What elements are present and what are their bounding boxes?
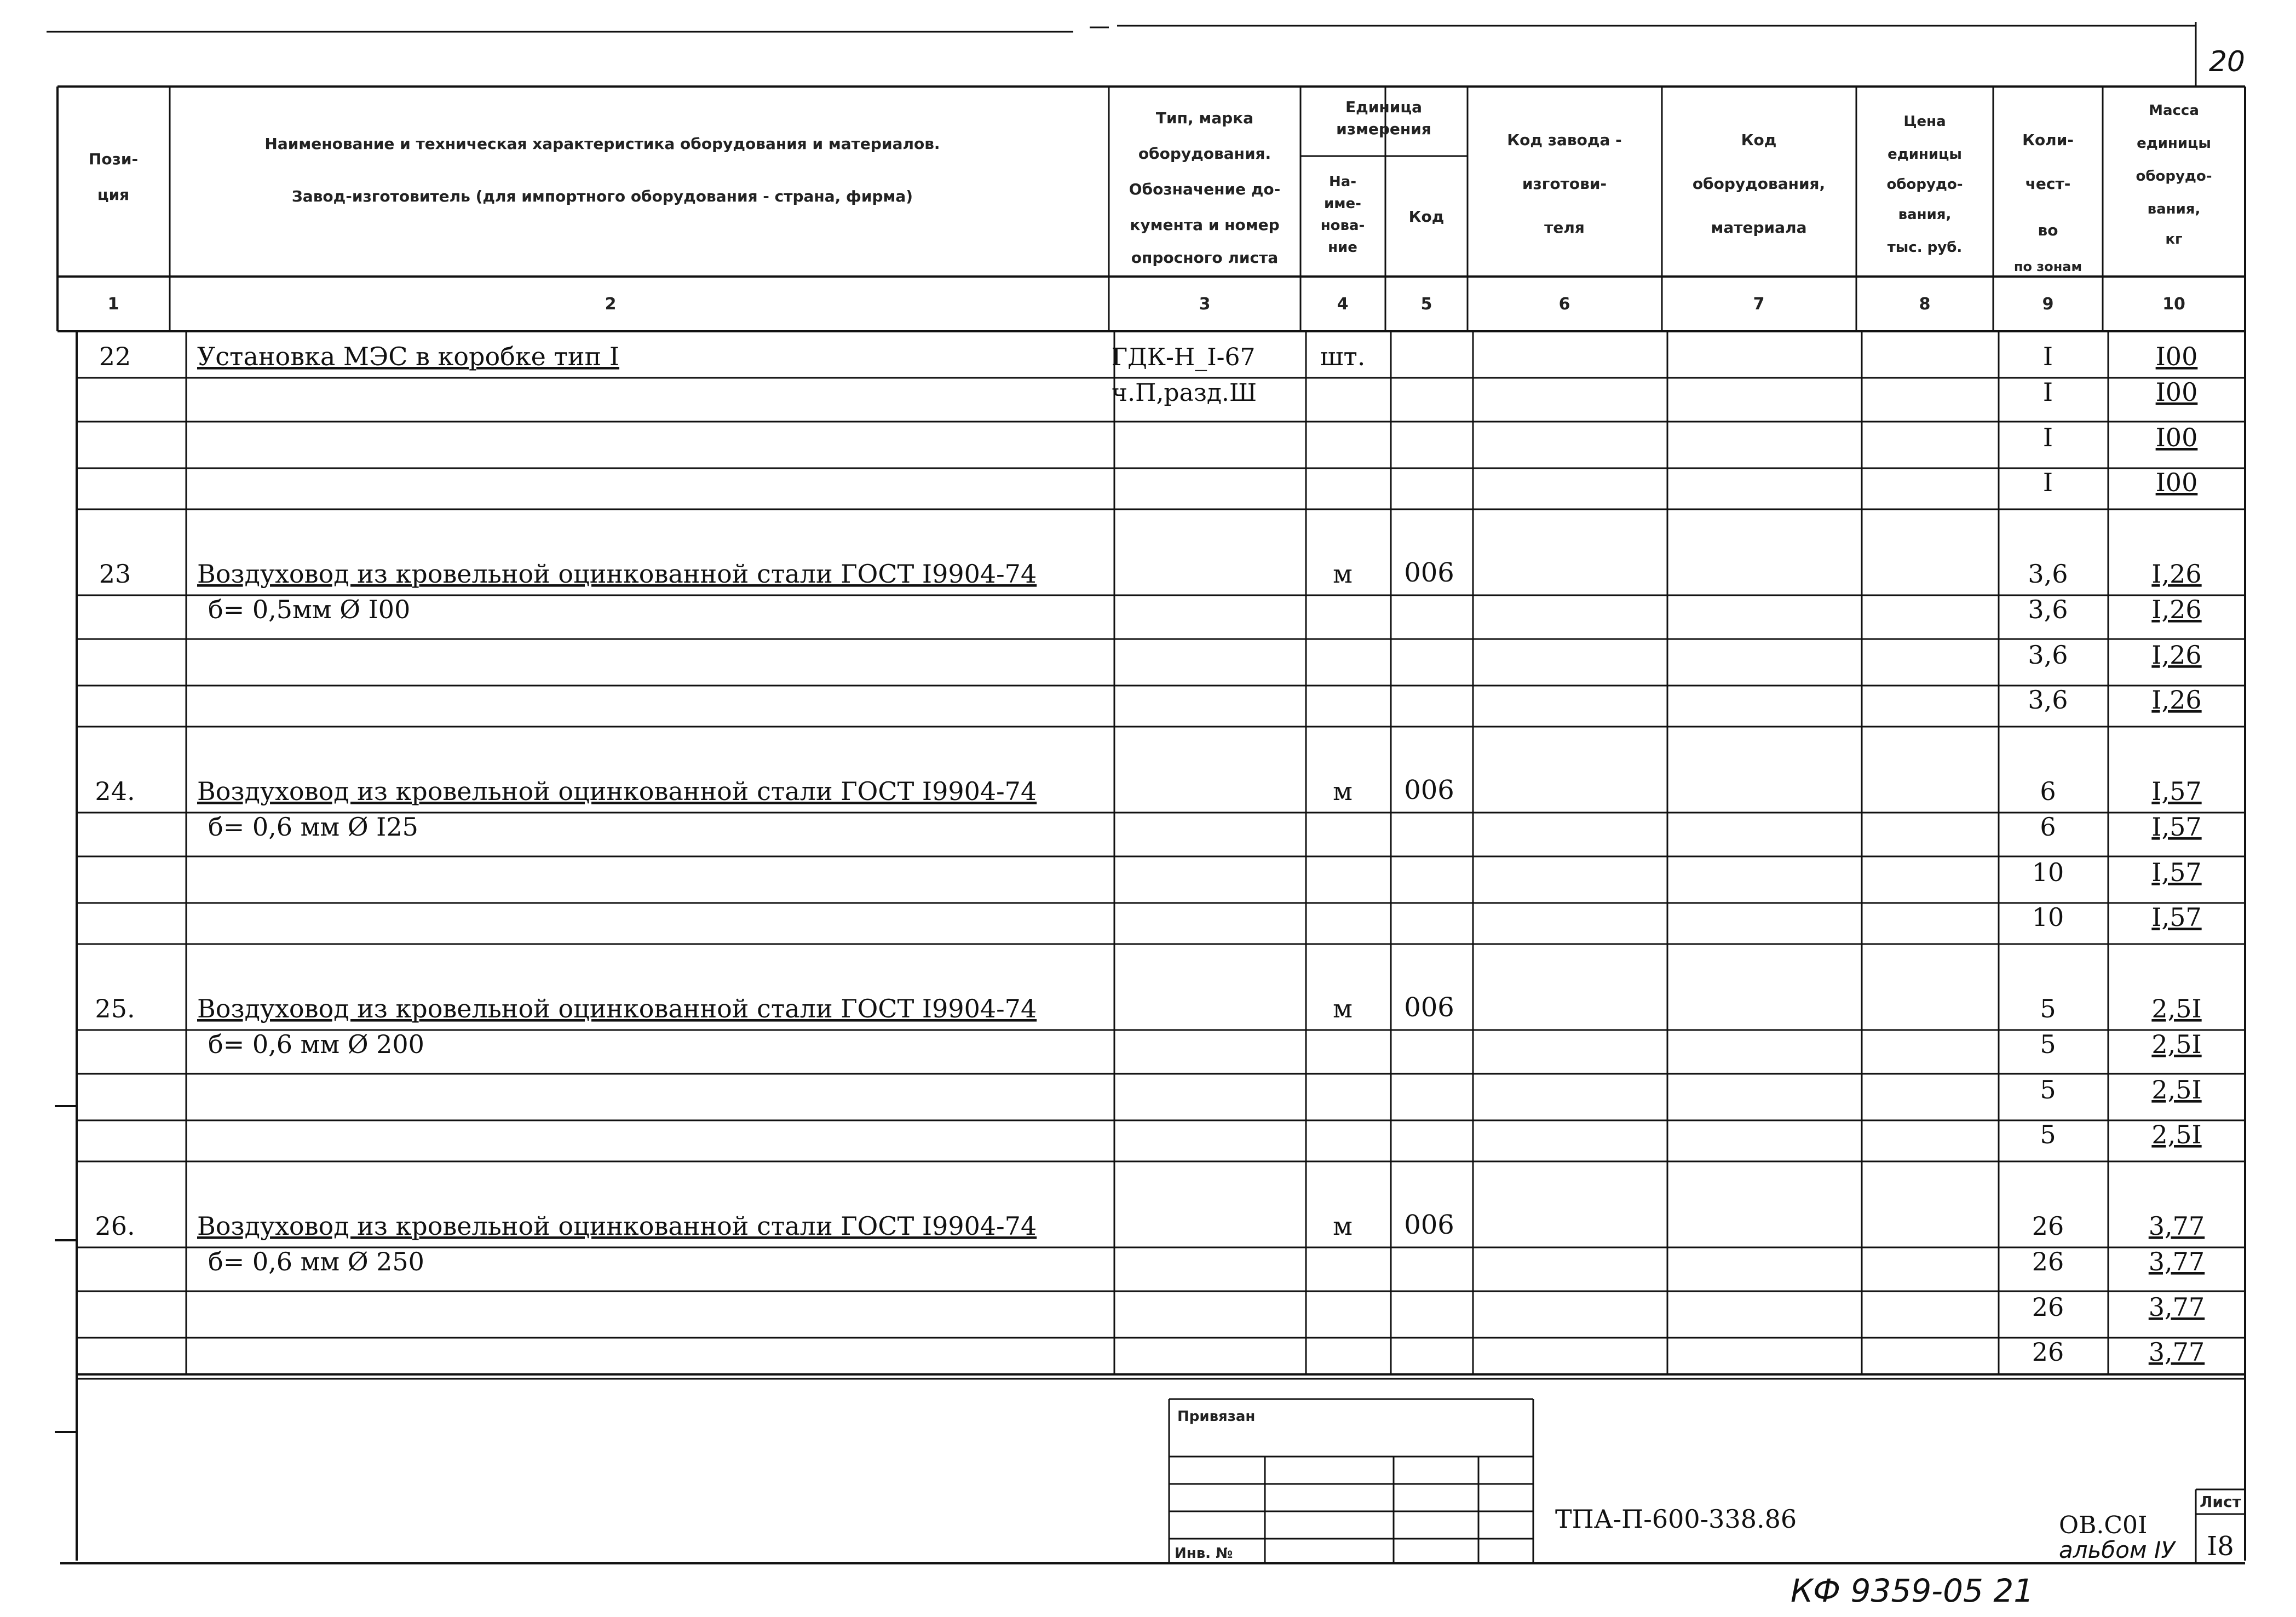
unit-mass: 3,77 (2148, 1247, 2205, 1276)
unit-mass: 2,5I (2151, 994, 2202, 1023)
col-8-title: вания, (1898, 206, 1952, 223)
col-8-title: Цена (1903, 113, 1946, 130)
item-name: Воздуховод из кровельной оцинкованной стали ГОСТ I9904-74 (197, 559, 1037, 589)
column-number: 10 (2162, 295, 2185, 314)
col-3-title: Тип, марка (1155, 109, 1254, 127)
quantity: I (2042, 377, 2053, 407)
unit-code: 006 (1404, 1210, 1454, 1240)
column-number: 1 (107, 295, 119, 314)
position-number: 26. (95, 1211, 135, 1241)
column-number: 8 (1919, 295, 1931, 314)
col-9-title: во (2038, 221, 2058, 239)
unit-mass: I,26 (2151, 640, 2202, 670)
unit-mass: I,26 (2151, 559, 2202, 589)
column-number: 4 (1337, 295, 1349, 314)
album-label: альбом IУ (2059, 1537, 2175, 1563)
type-designation: ч.П,разд.Ш (1112, 379, 1257, 407)
unit-mass: I,57 (2151, 902, 2202, 932)
type-designation: ГДК-Н_I-67 (1112, 343, 1256, 371)
bound-label: Привязан (1177, 1408, 1256, 1425)
col-3-title: оборудования. (1138, 145, 1271, 163)
unit-mass: I00 (2155, 423, 2198, 452)
sheet-label: Лист (2200, 1493, 2241, 1511)
item-name: б= 0,5мм Ø I00 (208, 595, 411, 624)
quantity: I (2042, 342, 2053, 371)
quantity: 5 (2040, 1029, 2056, 1059)
unit-mass: 3,77 (2148, 1337, 2205, 1367)
position-number: 23 (99, 559, 131, 589)
col-4-title: ние (1328, 239, 1357, 256)
col-8-title: единицы (1888, 146, 1962, 163)
unit-mass: 2,5I (2151, 1029, 2202, 1059)
unit-name: м (1333, 559, 1353, 589)
column-number: 9 (2042, 295, 2054, 314)
col-9-title: чест- (2025, 175, 2071, 193)
quantity: 3,6 (2028, 685, 2068, 715)
unit-mass: I00 (2155, 342, 2198, 371)
quantity: 26 (2032, 1247, 2064, 1276)
unit-mass: 2,5I (2151, 1075, 2202, 1104)
unit-mass: I,57 (2151, 812, 2202, 842)
inventory-label: Инв. № (1175, 1545, 1233, 1562)
unit-name: м (1333, 994, 1353, 1023)
quantity: I (2042, 423, 2053, 452)
item-name: б= 0,6 мм Ø I25 (208, 812, 418, 842)
col-3-title: Обозначение до- (1129, 180, 1281, 198)
col-2-title: Наименование и техническая характеристика оборудования и материалов. (264, 135, 940, 153)
quantity: I (2042, 468, 2053, 497)
quantity: 3,6 (2028, 559, 2068, 589)
quantity: 5 (2040, 1120, 2056, 1149)
quantity: 5 (2040, 1075, 2056, 1104)
col-5-title: Код (1408, 208, 1445, 226)
quantity: 10 (2032, 902, 2064, 932)
quantity: 26 (2032, 1292, 2064, 1322)
unit-name: м (1333, 776, 1353, 806)
col-7-title: оборудования, (1692, 175, 1826, 193)
quantity: 3,6 (2028, 640, 2068, 670)
unit-mass: I,57 (2151, 776, 2202, 806)
col-1-title: ция (97, 186, 130, 204)
quantity: 6 (2040, 812, 2056, 842)
item-name: Воздуховод из кровельной оцинкованной стали ГОСТ I9904-74 (197, 776, 1037, 806)
column-number: 3 (1199, 295, 1211, 314)
unit-mass: 2,5I (2151, 1120, 2202, 1149)
unit-group-title: измерения (1336, 120, 1431, 138)
unit-name: шт. (1320, 342, 1366, 371)
item-name: Воздуховод из кровельной оцинкованной стали ГОСТ I9904-74 (197, 994, 1037, 1023)
unit-mass: I00 (2155, 377, 2198, 407)
col-2-title: Завод-изготовитель (для импортного оборудования - страна, фирма) (291, 187, 913, 205)
col-10-title: кг (2165, 231, 2183, 248)
col-7-title: материала (1711, 218, 1807, 237)
unit-mass: 3,77 (2148, 1292, 2205, 1322)
quantity: 26 (2032, 1337, 2064, 1367)
archive-number: КФ 9359-05 21 (1791, 1572, 2034, 1609)
col-9-title: по зонам (2013, 259, 2082, 274)
unit-name: м (1333, 1211, 1353, 1241)
col-3-title: опросного листа (1131, 249, 1279, 267)
column-number: 7 (1753, 295, 1765, 314)
col-10-title: вания, (2147, 201, 2201, 217)
quantity: 5 (2040, 994, 2056, 1023)
unit-code: 006 (1404, 992, 1454, 1023)
quantity: 10 (2032, 858, 2064, 887)
quantity: 26 (2032, 1211, 2064, 1241)
unit-mass: I00 (2155, 468, 2198, 497)
column-number: 2 (605, 295, 617, 314)
item-name: б= 0,6 мм Ø 250 (208, 1247, 424, 1276)
col-6-title: изготови- (1522, 175, 1607, 193)
col-1-title: Пози- (88, 150, 139, 168)
unit-mass: I,57 (2151, 858, 2202, 887)
col-6-title: теля (1544, 218, 1585, 237)
unit-mass: 3,77 (2148, 1211, 2205, 1241)
col-4-title: нова- (1320, 217, 1365, 234)
col-7-title: Код (1741, 131, 1777, 149)
position-number: 25. (95, 994, 135, 1023)
sheet-number: I8 (2207, 1531, 2234, 1562)
document-code: ТПА-П-600-338.86 (1555, 1504, 1797, 1534)
col-4-title: На- (1328, 174, 1357, 190)
col-10-title: оборудо- (2136, 168, 2212, 185)
unit-mass: I,26 (2151, 595, 2202, 624)
column-number: 6 (1558, 295, 1570, 314)
item-name: б= 0,6 мм Ø 200 (208, 1029, 424, 1059)
quantity: 3,6 (2028, 595, 2068, 624)
quantity: 6 (2040, 776, 2056, 806)
unit-code: 006 (1404, 775, 1454, 805)
item-name: Установка МЭС в коробке тип I (197, 342, 619, 371)
col-9-title: Коли- (2022, 131, 2074, 149)
col-4-title: име- (1324, 195, 1361, 212)
unit-group-title: Единица (1345, 98, 1422, 116)
col-10-title: Масса (2149, 102, 2199, 119)
col-10-title: единицы (2137, 135, 2211, 152)
col-8-title: оборудо- (1886, 176, 1963, 193)
unit-code: 006 (1404, 557, 1454, 588)
col-3-title: кумента и номер (1130, 216, 1280, 234)
unit-mass: I,26 (2151, 685, 2202, 715)
position-number: 22 (99, 342, 131, 371)
document-mark: ОВ.С0I (2059, 1511, 2148, 1539)
position-number: 24. (95, 776, 135, 806)
col-8-title: тыс. руб. (1887, 239, 1963, 256)
page-number: 20 (2208, 45, 2245, 78)
col-6-title: Код завода - (1507, 131, 1622, 149)
column-number: 5 (1420, 295, 1432, 314)
item-name: Воздуховод из кровельной оцинкованной стали ГОСТ I9904-74 (197, 1211, 1037, 1241)
